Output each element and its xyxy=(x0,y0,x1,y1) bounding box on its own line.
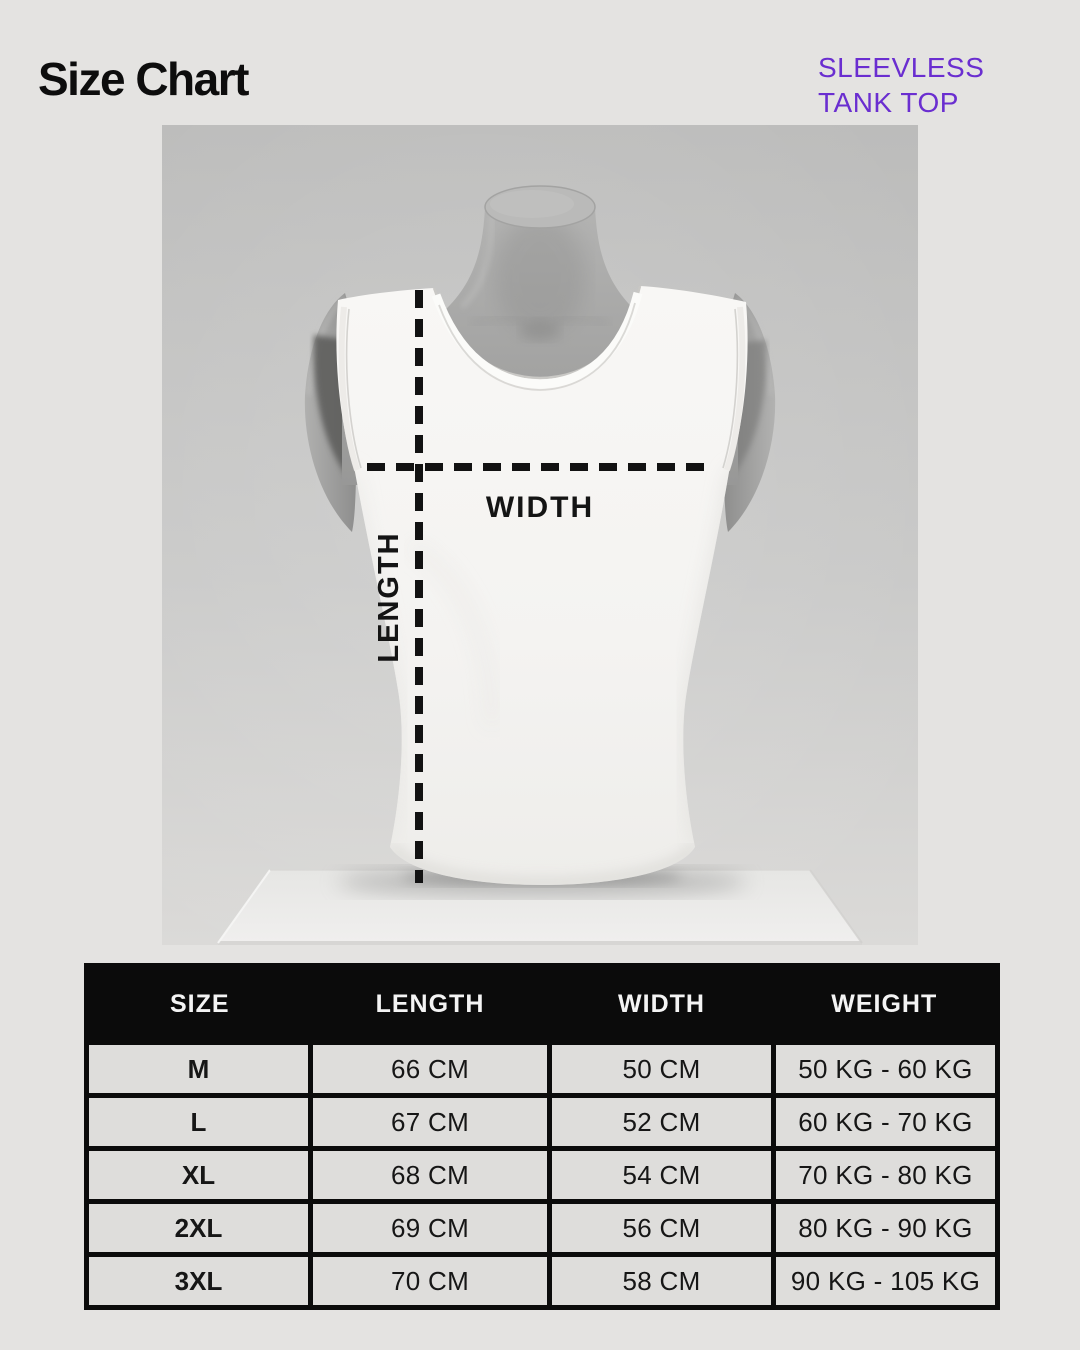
weight-cell: 80 KG - 90 KG xyxy=(774,1202,998,1255)
size-cell: 2XL xyxy=(87,1202,311,1255)
size-table-row xyxy=(87,1043,998,1096)
size-cell: L xyxy=(87,1096,311,1149)
width-cell: 50 CM xyxy=(550,1043,774,1096)
length-cell: 66 CM xyxy=(311,1043,550,1096)
column-header-size: SIZE xyxy=(87,966,311,1043)
weight-cell: 60 KG - 70 KG xyxy=(774,1096,998,1149)
column-header-width: WIDTH xyxy=(550,966,774,1043)
width-cell: 58 CM xyxy=(550,1255,774,1308)
size-table-row xyxy=(87,1255,998,1308)
size-table-body xyxy=(87,1043,998,1308)
size-table-row xyxy=(87,1202,998,1255)
size-cell: XL xyxy=(87,1149,311,1202)
weight-cell: 70 KG - 80 KG xyxy=(774,1149,998,1202)
length-label: LENGTH xyxy=(373,531,405,663)
width-label: WIDTH xyxy=(485,491,595,524)
size-table-row xyxy=(87,1149,998,1202)
width-cell: 54 CM xyxy=(550,1149,774,1202)
product-name-line2: TANK TOP xyxy=(818,87,959,118)
weight-cell: 90 KG - 105 KG xyxy=(774,1255,998,1308)
page-title: Size Chart xyxy=(38,53,248,105)
length-cell: 69 CM xyxy=(311,1202,550,1255)
weight-cell: 50 KG - 60 KG xyxy=(774,1043,998,1096)
column-header-length: LENGTH xyxy=(311,966,550,1043)
width-cell: 56 CM xyxy=(550,1202,774,1255)
length-cell: 70 CM xyxy=(311,1255,550,1308)
size-table xyxy=(84,963,1000,1310)
length-cell: 67 CM xyxy=(311,1096,550,1149)
product-name xyxy=(818,50,984,120)
width-cell: 52 CM xyxy=(550,1096,774,1149)
tank-top-measurement-illustration xyxy=(162,125,918,945)
product-photo xyxy=(162,125,918,945)
size-table-row xyxy=(87,1096,998,1149)
size-cell: M xyxy=(87,1043,311,1096)
product-name-line1: SLEEVLESS xyxy=(818,52,985,83)
column-header-weight: WEIGHT xyxy=(774,966,998,1043)
length-cell: 68 CM xyxy=(311,1149,550,1202)
size-cell: 3XL xyxy=(87,1255,311,1308)
size-table-header-row xyxy=(87,966,998,1043)
size-table-container xyxy=(84,963,995,1310)
